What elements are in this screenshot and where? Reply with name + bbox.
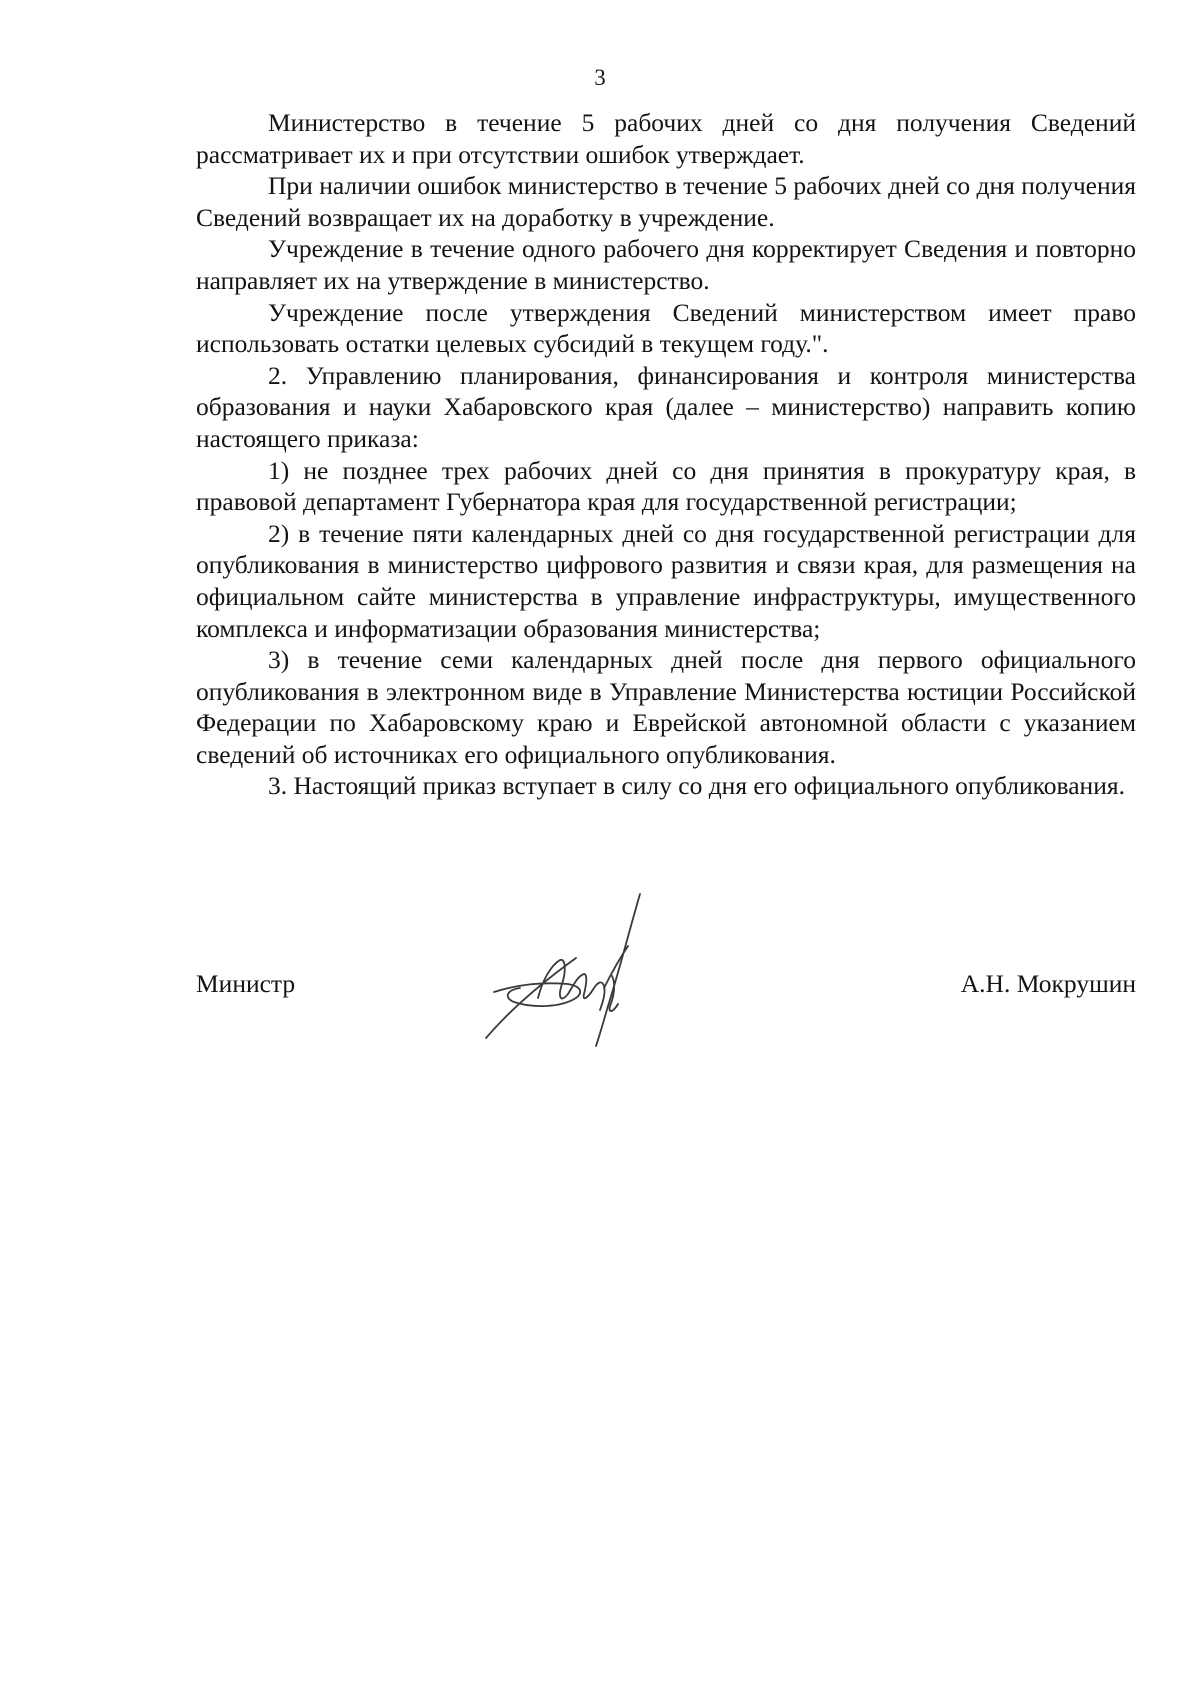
page-number: 3 <box>594 65 606 90</box>
document-body <box>196 107 1136 802</box>
signature-block <box>196 968 1136 1008</box>
paragraph-review-period: Министерство в течение 5 рабочих дней со дня получения Сведений рассматривает их и при отсутствии ошибок утверждает. <box>196 108 1136 169</box>
paragraph-clause-3: 3. Настоящий приказ вступает в силу со дня его официального опубликования. <box>268 771 1125 801</box>
signatory-name: А.Н. Мокрушин <box>960 969 1136 998</box>
paragraph-clause-2: 2. Управлению планирования, финансирования и контроля министерства образования и науки Хабаровского края (далее – министерство) направить копию настоящего приказа: <box>196 360 1136 453</box>
paragraph-clause-2-item-1: 1) не позднее трех рабочих дней со дня принятия в прокуратуру края, в правовой департамент Губернатора края для государственной регистрации; <box>196 455 1136 517</box>
paragraph-subsidy-balance: Учреждение после утверждения Сведений министерством имеет право использовать остатки целевых субсидий в текущем году.". <box>196 297 1136 359</box>
paragraph-correction: Учреждение в течение одного рабочего дня корректирует Сведения и повторно направляет их на утверждение в министерство. <box>196 234 1136 295</box>
paragraph-clause-2-item-3: 3) в течение семи календарных дней после дня первого официального опубликования в электронном виде в Управление Министерства юстиции Российской Федерации по Хабаровскому краю и Еврейской автономной области с указанием сведений об источниках его официального опубликования. <box>196 645 1136 769</box>
paragraph-clause-2-item-2: 2) в течение пяти календарных дней со дня государственной регистрации для опубликования в министерство цифрового развития и связи края, для размещения на официальном сайте министерства в управление инфраструктуры, имущественного комплекса и информатизации образования министерства; <box>196 518 1136 643</box>
paragraph-errors-return: При наличии ошибок министерство в течение 5 рабочих дней со дня получения Сведений возвращает их на доработку в учреждение. <box>196 171 1136 232</box>
signatory-title: Министр <box>196 969 296 998</box>
